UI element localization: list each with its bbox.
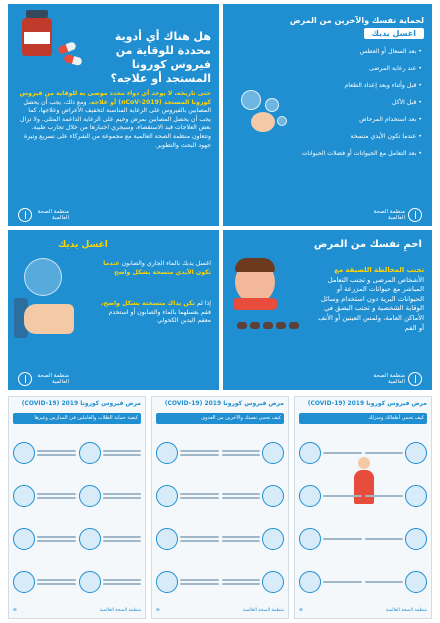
illustration-icon: [156, 571, 178, 593]
poster-schools: مرض فيروس كورونا 2019 (COVID-19) كيفية حماية الطلاب والعاملين في المدارس وغيرها ⊕ منظمة الصحة العالمية: [8, 396, 146, 619]
wash-hands-card-title: لحماية نفسك والآخرين من المرض: [289, 16, 424, 25]
infographic-sheet: [8, 4, 432, 619]
poster-header: مرض فيروس كورونا 2019 (COVID-19): [21, 400, 141, 407]
illustration-icon: [262, 571, 284, 593]
who-logo: منظمة الصحة العالمية: [18, 372, 69, 386]
who-emblem-icon: [18, 208, 32, 222]
illustration-icon: [299, 571, 321, 593]
wash-hands-badge: اغسل يديك: [364, 28, 424, 39]
poster-subtitle: كيف تحمي نفسك والآخرين من العدوى: [156, 413, 284, 424]
illustration-icon: [262, 485, 284, 507]
illustration-icon: [299, 442, 321, 464]
poster-children-home: مرض فيروس كورونا 2019 (COVID-19) كيف تحمي أطفالك ومنزلك ⊕ منظمة الصحة العالمية: [294, 396, 432, 619]
pill-icon: [57, 41, 77, 55]
wash-hands-method-card: [8, 230, 219, 390]
list-item: • بعد استخدام المرحاض: [282, 116, 422, 124]
hands-washing-icon: [241, 90, 291, 134]
poster-self-protection: مرض فيروس كورونا 2019 (COVID-19) كيف تحمي نفسك والآخرين من العدوى ⊕ منظمة الصحة العالمية: [151, 396, 289, 619]
list-item: • بعد التعامل مع الحيوانات أو فضلات الحيوانات: [282, 150, 422, 158]
list-item: • بعد السعال أو العطس: [282, 48, 422, 56]
wash-method-text-1: اغسل يديك بالماء الجاري والصابون عندما تكون الأيدي متسخة بشكل واضح: [103, 260, 211, 276]
illustration-icon: [405, 528, 427, 550]
poster-subtitle: كيف تحمي أطفالك ومنزلك: [299, 413, 427, 424]
who-logo: منظمة الصحة العالمية: [371, 372, 422, 386]
illustration-icon: [79, 571, 101, 593]
illustration-icon: [13, 528, 35, 550]
soap-bubble-icon: [24, 258, 62, 296]
medicine-card: [8, 4, 219, 226]
who-emblem-icon: ⊕: [13, 607, 17, 613]
illustration-icon: [13, 571, 35, 593]
who-emblem-icon: [408, 372, 422, 386]
wash-hands-card: [223, 4, 432, 226]
illustration-icon: [13, 485, 35, 507]
farm-animals-icon: [237, 322, 299, 329]
illustration-icon: [299, 528, 321, 550]
poster-header: مرض فيروس كورونا 2019 (COVID-19): [307, 400, 427, 407]
medicine-card-text: [16, 90, 211, 150]
illustration-icon: [405, 485, 427, 507]
illustration-icon: [156, 485, 178, 507]
hand-sanitizer-icon: [24, 304, 74, 334]
illustration-icon: [156, 442, 178, 464]
who-emblem-icon: ⊕: [156, 607, 160, 613]
list-item: • عندما تكون الأيدي متسخة: [282, 133, 422, 141]
list-item: • قبل الأكل: [282, 99, 422, 107]
illustration-icon: [79, 442, 101, 464]
who-emblem-icon: [408, 208, 422, 222]
illustration-icon: [13, 442, 35, 464]
protect-yourself-card: [223, 230, 432, 390]
protect-card-text: تجنب المخالطة اللصيقة مع الأشخاص المرضى و تجنب التعامل المباشر مع حيوانات المزرعة أو الحيوانات البرية دون استخدام وسائل الوقاية الشخصية و تجنب البصق في الأماكن العامة، ولمس العينين أو الأنف أو الفم: [318, 266, 424, 332]
scarf-icon: [233, 298, 277, 310]
protect-card-title: احمِ نفسك من المرض: [313, 239, 422, 250]
poster-header: مرض فيروس كورونا 2019 (COVID-19): [164, 400, 284, 407]
pill-icon: [63, 54, 82, 66]
illustration-icon: [299, 485, 321, 507]
wash-hands-heading: اغسل يديك: [58, 240, 108, 250]
medicine-card-body: ومع ذلك، يجب أن يحصل المصابين بالفيروس على الرعاية المناسبة لتخفيف الأعراض وعلاجها، كما يجب أن يحصل المصابين بمرض وخيم على الرعاية الداعمة المثلى. ولا تزال بعض العلاجات قيد الاستقصاء، وسيجري اختبارها من خلال تجارب طبية. وتتعاون منظمة الصحة العالمية مع مجموعة من الشركاء على تسريع وتيرة جهود البحث والتطوير.: [20, 98, 211, 149]
illustration-icon: [79, 485, 101, 507]
list-item: • قبل وأثناء وبعد إعداد الطعام: [282, 82, 422, 90]
medicine-bottle-icon: [22, 18, 52, 56]
wash-method-text-2: إذا لم تكن يداك متسختة بشكل واضح، فقم بغسلهما بالماء والصابون أو استخدم معقم اليدين الكحولي: [101, 300, 211, 325]
who-logo: منظمة الصحة العالمية: [18, 208, 69, 222]
wash-hands-list: [282, 48, 422, 167]
medicine-card-highlight: حتى تاريخه، لا يوجد أي دواء محدد موصى به للوقاية من فيروس كورونا المستجد (2019-nCoV) أو علاجه.: [19, 90, 211, 106]
illustration-icon: [156, 528, 178, 550]
who-emblem-icon: [18, 372, 32, 386]
illustration-icon: [405, 442, 427, 464]
who-logo: منظمة الصحة العالمية: [371, 208, 422, 222]
who-emblem-icon: ⊕: [299, 607, 303, 613]
illustration-icon: [405, 571, 427, 593]
list-item: • عند رعاية المرضى: [282, 65, 422, 73]
illustration-icon: [262, 442, 284, 464]
poster-subtitle: كيفية حماية الطلاب والعاملين في المدارس وغيرها: [13, 413, 141, 424]
illustration-icon: [79, 528, 101, 550]
medicine-card-title: هل هناك أي أدوية محددة للوقاية من فيروس كورونا المستجد أو علاجه؟: [110, 30, 211, 85]
illustration-icon: [262, 528, 284, 550]
